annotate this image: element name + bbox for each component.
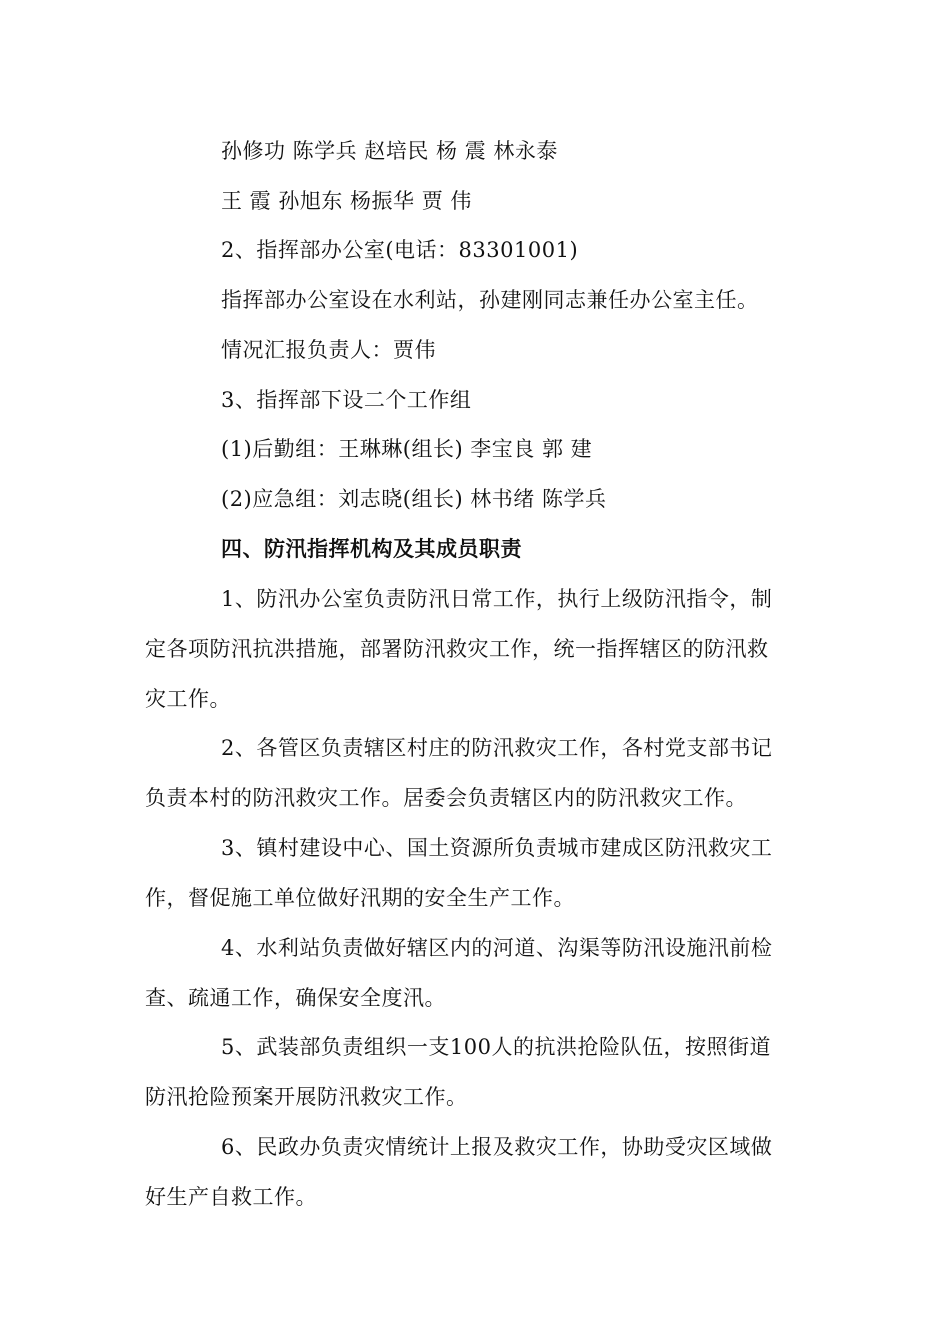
office-title: 2、指挥部办公室(电话：83301001) — [221, 238, 579, 262]
item-6-line-1: 6、民政办负责灾情统计上报及救灾工作，协助受灾区域做 — [221, 1135, 773, 1159]
item-1-line-1: 1、防汛办公室负责防汛日常工作，执行上级防汛指令，制 — [221, 587, 773, 611]
item-1-line-2: 定各项防汛抗洪措施，部署防汛救灾工作，统一指挥辖区的防汛救 — [145, 637, 769, 661]
groups-title: 3、指挥部下设二个工作组 — [221, 388, 472, 412]
group-logistics: (1)后勤组：王琳琳(组长) 李宝良 郭 建 — [221, 437, 593, 461]
group-emergency: (2)应急组：刘志晓(组长) 林书绪 陈学兵 — [221, 487, 607, 511]
members-line-1: 孙修功 陈学兵 赵培民 杨 震 林永泰 — [221, 139, 558, 163]
item-5-line-1: 5、武装部负责组织一支100人的抗洪抢险队伍，按照街道 — [221, 1035, 771, 1059]
item-2-line-2: 负责本村的防汛救灾工作。居委会负责辖区内的防汛救灾工作。 — [145, 786, 747, 810]
item-4-line-1: 4、水利站负责做好辖区内的河道、沟渠等防汛设施汛前检 — [221, 936, 773, 960]
item-3-line-2: 作，督促施工单位做好汛期的安全生产工作。 — [145, 886, 575, 910]
item-6-line-2: 好生产自救工作。 — [145, 1185, 317, 1209]
item-4-line-2: 查、疏通工作，确保安全度汛。 — [145, 986, 446, 1010]
office-reporter: 情况汇报负责人：贾伟 — [221, 338, 436, 362]
section-heading: 四、防汛指挥机构及其成员职责 — [221, 536, 522, 561]
item-2-line-1: 2、各管区负责辖区村庄的防汛救灾工作，各村党支部书记 — [221, 736, 773, 760]
office-location: 指挥部办公室设在水利站，孙建刚同志兼任办公室主任。 — [221, 288, 759, 312]
item-1-line-3: 灾工作。 — [145, 687, 231, 711]
item-5-line-2: 防汛抢险预案开展防汛救灾工作。 — [145, 1085, 468, 1109]
members-line-2: 王 霞 孙旭东 杨振华 贾 伟 — [221, 189, 472, 213]
item-3-line-1: 3、镇村建设中心、国土资源所负责城市建成区防汛救灾工 — [221, 836, 773, 860]
